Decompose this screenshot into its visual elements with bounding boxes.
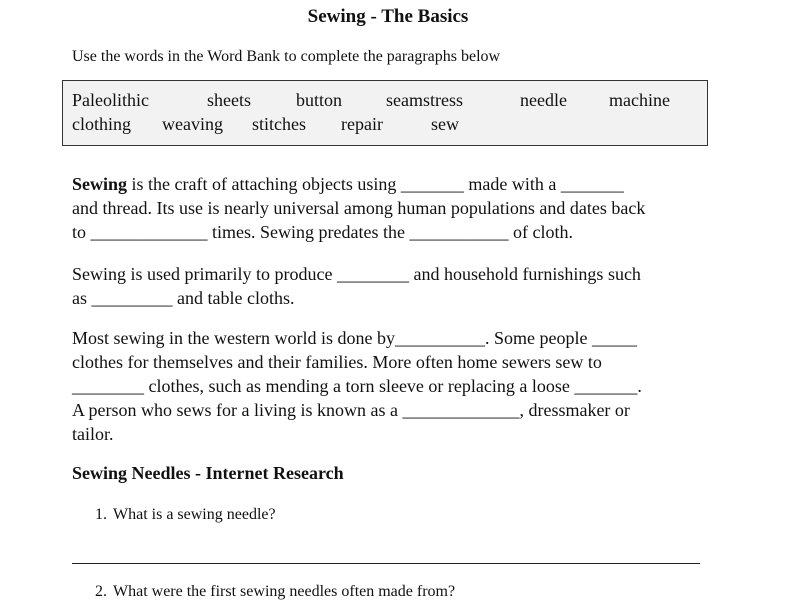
paragraph-line: clothes for themselves and their families. More often home sewers sew to: [72, 352, 602, 372]
word-bank-box: [62, 80, 708, 146]
word-bank-word: button: [296, 90, 343, 110]
question-item: [95, 583, 455, 601]
word-bank-word: Paleolithic: [72, 90, 149, 110]
paragraph-line: Most sewing in the western world is done by__________. Some people _____: [72, 328, 637, 348]
word-bank-word: stitches: [252, 114, 306, 134]
section-heading: Sewing Needles - Internet Research: [72, 463, 344, 483]
word-bank-word: machine: [609, 90, 670, 110]
word-bank-word: sheets: [207, 90, 251, 110]
question-number: 1.: [95, 506, 107, 523]
paragraph-line: and thread. Its use is nearly universal among human populations and dates back: [72, 198, 646, 218]
paragraph-line: [72, 174, 624, 195]
page-title: Sewing - The Basics: [307, 6, 469, 27]
paragraph-sewing-uses: [72, 264, 722, 312]
paragraph-line: tailor.: [72, 424, 114, 444]
word-bank-word: sew: [431, 114, 459, 134]
bold-term: Sewing: [72, 174, 128, 194]
paragraph-line: Sewing is used primarily to produce ________ and household furnishings such: [72, 264, 641, 284]
paragraph-sewing-western: [72, 328, 722, 448]
question-item: [95, 506, 276, 524]
question-text: What is a sewing needle?: [113, 506, 276, 523]
paragraph-sewing-definition: [72, 174, 722, 246]
word-bank-word: clothing: [72, 114, 131, 134]
paragraph-line: ________ clothes, such as mending a torn sleeve or replacing a loose _______.: [72, 376, 642, 396]
question-text: What were the first sewing needles often made from?: [113, 583, 456, 600]
word-bank-word: repair: [341, 114, 383, 134]
paragraph-text: is the craft of attaching objects using _______ made with a _______: [127, 174, 624, 194]
paragraph-line: to _____________ times. Sewing predates the ___________ of cloth.: [72, 222, 573, 242]
paragraph-line: as _________ and table cloths.: [72, 288, 295, 308]
question-number: 2.: [95, 583, 107, 600]
answer-line[interactable]: [72, 563, 700, 564]
word-bank-word: weaving: [162, 114, 223, 134]
instructions-text: Use the words in the Word Bank to complete the paragraphs below: [72, 48, 501, 65]
word-bank-word: seamstress: [386, 90, 463, 110]
paragraph-line: A person who sews for a living is known as a _____________, dressmaker or: [72, 400, 630, 420]
word-bank-word: needle: [520, 90, 567, 110]
